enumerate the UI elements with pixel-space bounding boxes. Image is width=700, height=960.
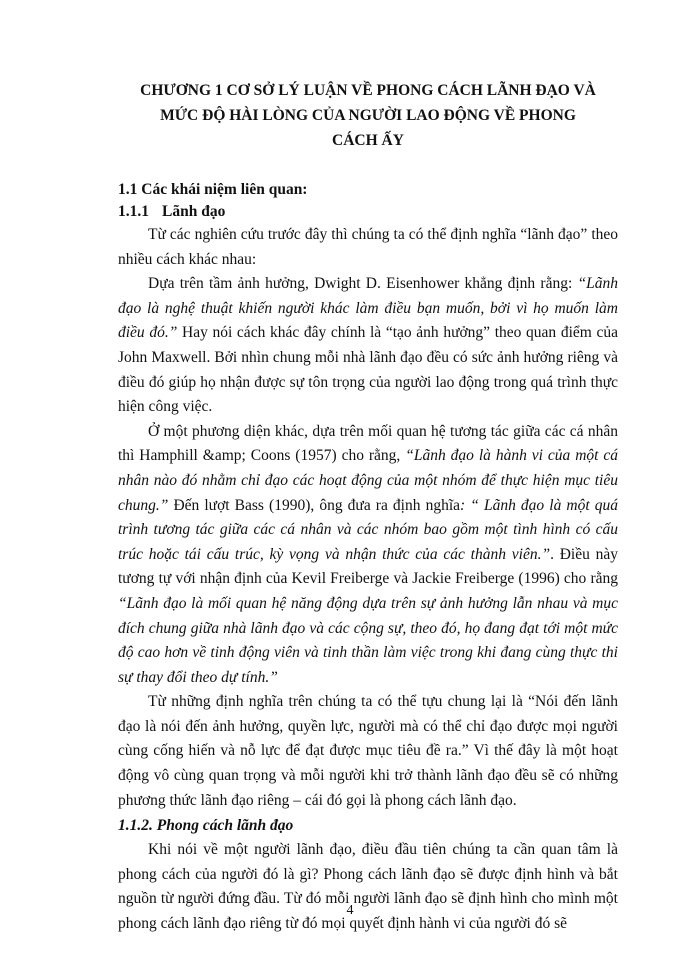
chapter-title xyxy=(118,78,618,153)
paragraph-interaction-definitions xyxy=(118,420,618,691)
chapter-title-line-3: CÁCH ẤY xyxy=(332,132,404,149)
paragraph-freiberge-lead: . Điều này tương tự với nhận định của Kevil Freiberge và Jackie Freiberge (1996) cho rằng xyxy=(118,545,618,588)
paragraph-leadership-style: Khi nói về một người lãnh đạo, điều đầu tiên chúng ta cần quan tâm là phong cách của người đó là gì? Phong cách lãnh đạo sẽ được định hình và bắt nguồn từ người đứng đầu. Từ đó mỗi người lãnh đạo sẽ định hình cho mình một phong cách lãnh đạo riêng từ đó mọi quyết định hành vi của người đó sẽ xyxy=(118,841,618,933)
paragraph-eisenhower xyxy=(118,272,618,420)
bass-quote: : “ Lãnh đạo là một quá trình tương tác giữa các cá nhân và các nhóm bao gồm một tình hình có cấu trúc hoặc tái cấu trúc, kỳ vọng và nhận thức của các thành viên.” xyxy=(118,496,618,563)
paragraph-definition-intro: Từ các nghiên cứu trước đây thì chúng ta có thể định nghĩa “lãnh đạo” theo nhiều cách khác nhau: xyxy=(118,226,618,268)
chapter-title-line-2: MỨC ĐỘ HÀI LÒNG CỦA NGƯỜI LAO ĐỘNG VỀ PHONG xyxy=(160,107,576,124)
paragraph-eisenhower-lead: Dựa trên tầm ảnh hưởng, Dwight D. Eisenhower khẳng định rằng: xyxy=(148,275,578,293)
section-heading-1-1-1 xyxy=(118,201,618,223)
paragraph-eisenhower-rest: Hay nói cách khác đây chính là “tạo ảnh hưởng” theo quan điểm của John Maxwell. Bởi nhìn chung mỗi nhà lãnh đạo đều có sức ảnh hưởng riêng và điều đó giúp họ nhận được sự tôn trọng của người lao động trong quá trình thực hiện công việc. xyxy=(118,324,618,416)
section-title-1-1-1: Lãnh đạo xyxy=(162,203,226,220)
paragraph-bass-lead: Đến lượt Bass (1990), ông đưa ra định nghĩa xyxy=(168,496,460,514)
eisenhower-quote: “Lãnh đạo là nghệ thuật khiến người khác làm điều bạn muốn, bởi vì họ muốn làm điều đó.” xyxy=(118,275,618,342)
section-heading-1-1-2: 1.1.2. Phong cách lãnh đạo xyxy=(118,817,294,835)
chapter-title-line-1: CHƯƠNG 1 CƠ SỞ LÝ LUẬN VỀ PHONG CÁCH LÃNH ĐẠO VÀ xyxy=(140,82,596,99)
hamphill-coons-quote: “Lãnh đạo là hành vi của một cá nhân nào đó nhằm chỉ đạo các hoạt động của một nhóm để thực hiện mục tiêu chung.” xyxy=(118,447,619,514)
section-heading-1-1: 1.1 Các khái niệm liên quan: xyxy=(118,181,308,198)
paragraph-summary: Từ những định nghĩa trên chúng ta có thể tựu chung lại là “Nói đến lãnh đạo là nói đến ảnh hưởng, quyền lực, người mà có thể chỉ đạo được mọi người cùng cống hiến và nỗ lực để đạt được mục tiêu đề ra.” Vì thế đây là một hoạt động vô cùng quan trọng và mỗi người khi trở thành lãnh đạo đều sẽ có những phương thức lãnh đạo riêng – cái đó gọi là phong cách lãnh đạo. xyxy=(118,693,618,809)
page-number: 4 xyxy=(346,903,354,918)
section-number-1-1-1: 1.1.1 xyxy=(118,203,149,220)
paragraph-hamphill-lead: Ở một phương diện khác, dựa trên mối quan hệ tương tác giữa các cá nhân thì Hamphill &amp; Coons (1957) cho rằng, xyxy=(118,422,618,465)
freiberge-quote: “Lãnh đạo là mối quan hệ năng động dựa trên sự ảnh hưởng lẫn nhau và mục đích chung giữa nhà lãnh đạo và các cộng sự, theo đó, họ đang đạt tới một mức độ cao hơn về tinh động viên và tinh thần làm việc trong khi đang cùng thực thi sự thay đổi theo dự tính.” xyxy=(118,594,618,686)
